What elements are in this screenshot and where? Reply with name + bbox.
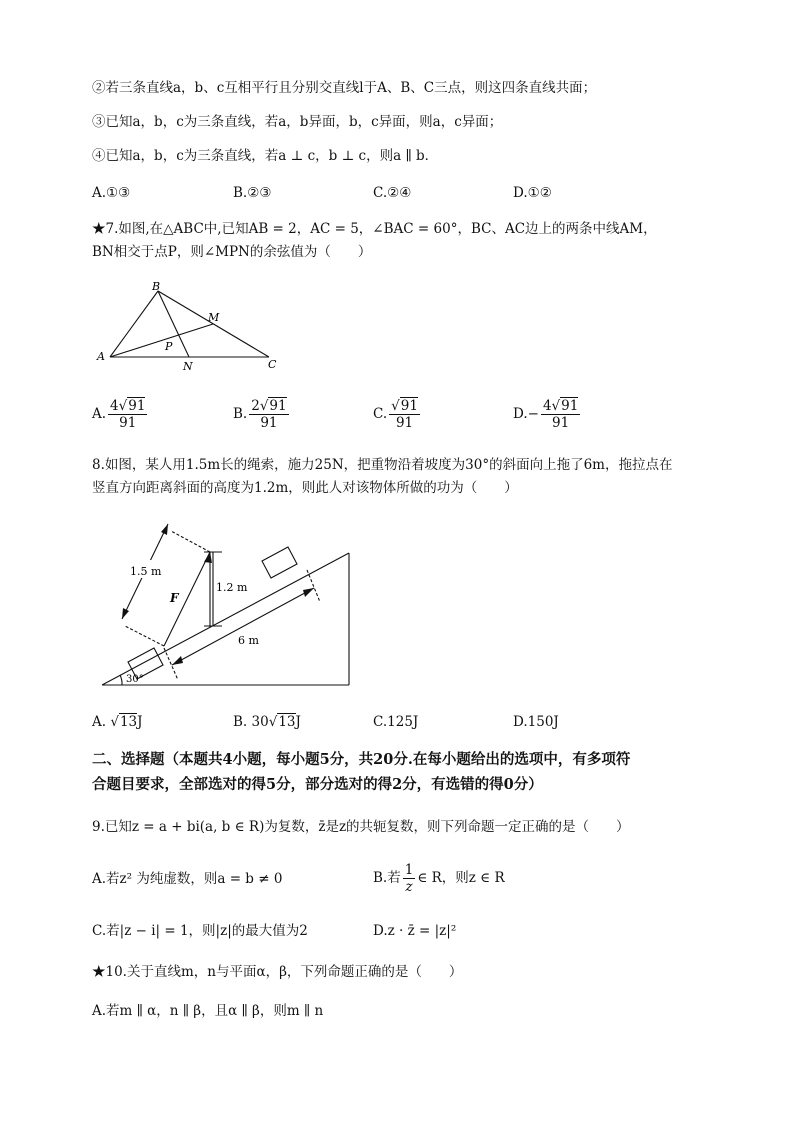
q7-stem-line2: BN相交于点P，则∠MPN的余弦值为（ ） xyxy=(92,244,372,260)
q9-option-a[interactable]: A.若z² 为纯虚数，则a = b ≠ 0 xyxy=(92,871,283,887)
q9-stem: 9.已知z = a + bi(a, b ∈ R)为复数，z̄是z的共轭复数，则下列命题一定正确的是（ ） xyxy=(92,819,630,835)
q7-label-c: C xyxy=(268,358,277,371)
q10-option-a[interactable]: A.若m ∥ α，n ∥ β，且α ∥ β，则m ∥ n xyxy=(92,1003,324,1019)
q8-label-rope: 1.5 m xyxy=(130,565,162,578)
q9-option-d[interactable]: D.z · z̄ = |z|² xyxy=(373,923,457,939)
q7-label-p: P xyxy=(165,340,173,353)
q7-label-a: A xyxy=(97,350,105,363)
q6-option-b[interactable]: B.②③ xyxy=(233,185,272,201)
q8-label-height: 1.2 m xyxy=(216,581,248,594)
q6-item-2: ②若三条直线a，b、c互相平行且分别交直线l于A、B、C三点，则这四条直线共面； xyxy=(92,80,597,96)
q6-item-3: ③已知a，b，c为三条直线，若a，b异面，b，c异面，则a，c异面； xyxy=(92,114,503,130)
q8-option-b[interactable]: B. 30√13J xyxy=(233,714,301,730)
q7-label-m: M xyxy=(208,311,220,324)
q8-option-a[interactable]: A. √13J xyxy=(92,714,143,730)
q8-label-dist: 6 m xyxy=(238,634,259,647)
q8-label-angle: 30° xyxy=(126,674,144,685)
q8-stem-line2: 竖直方向距离斜面的高度为1.2m，则此人对该物体所做的功为（ ） xyxy=(92,480,518,496)
q8-option-c[interactable]: C.125J xyxy=(373,714,419,730)
q7-triangle-figure xyxy=(92,278,292,378)
q6-option-d[interactable]: D.①② xyxy=(513,185,552,201)
q7-option-b[interactable]: B. $\frac{2√91}{91}$ xyxy=(233,398,287,431)
q6-option-a[interactable]: A.①③ xyxy=(92,185,131,201)
q7-stem-line1: ★7.如图,在△ABC中,已知AB = 2，AC = 5，∠BAC = 60°，BC、AC边上的两条中线AM， xyxy=(92,221,657,237)
q8-option-d[interactable]: D.150J xyxy=(513,714,559,730)
q10-stem: ★10.关于直线m，n与平面α，β，下列命题正确的是（ ） xyxy=(92,964,463,980)
q7-label-b: B xyxy=(152,280,161,293)
section2-heading-line2: 合题目要求，全部选对的得5分，部分选对的得2分，有选错的得0分） xyxy=(92,776,543,793)
section2-heading-line1: 二、选择题（本题共4小题，每小题5分，共20分.在每小题给出的选项中，有多项符 xyxy=(92,751,631,768)
q8-label-force: F xyxy=(170,591,179,605)
q6-option-c[interactable]: C.②④ xyxy=(373,185,412,201)
q7-option-a[interactable]: A. $\frac{4√91}{91}$ xyxy=(92,398,146,431)
q9-option-c[interactable]: C.若|z − i| = 1，则|z|的最大值为2 xyxy=(92,923,308,939)
q6-item-4: ④已知a，b，c为三条直线，若a ⊥ c，b ⊥ c，则a ∥ b． xyxy=(92,148,439,164)
q8-stem-line1: 8.如图，某人用1.5m长的绳索，施力25N，把重物沿着坡度为30°的斜面向上拖了6m，拖拉点在 xyxy=(92,457,673,473)
q9-option-b[interactable]: B.若 $\frac{1}{z}$ ∈ R，则z ∈ R xyxy=(373,862,505,895)
q7-option-c[interactable]: C. $\frac{√91}{91}$ xyxy=(373,398,418,431)
q7-option-d[interactable]: D.− $\frac{4√91}{91}$ xyxy=(513,398,579,431)
q8-incline-figure xyxy=(92,520,362,692)
q7-label-n: N xyxy=(183,360,193,373)
